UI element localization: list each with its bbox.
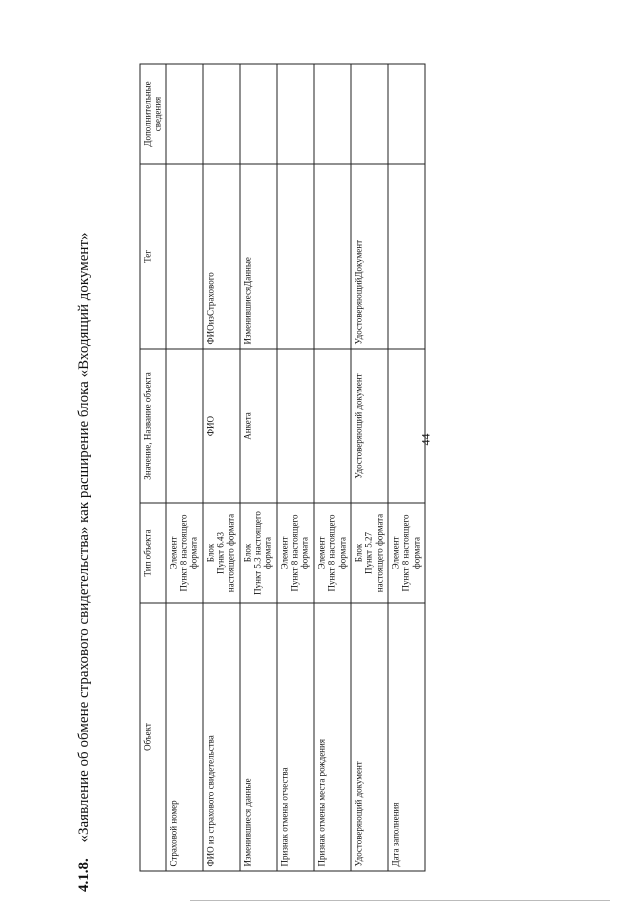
cell-value	[277, 349, 314, 503]
header-type: Тип объекта	[140, 503, 166, 603]
section-title: «Заявление об обмене страхового свидетельства» как расширение блока «Входящий документ»	[76, 232, 92, 843]
page-number: 44	[418, 433, 433, 446]
section-heading	[76, 92, 100, 892]
table-row	[314, 64, 351, 871]
cell-object: Признак отмены отчества	[277, 603, 314, 871]
cell-value	[388, 349, 425, 503]
cell-extra	[351, 64, 388, 164]
section-number: 4.1.8.	[76, 858, 92, 892]
table-header-row	[140, 64, 166, 871]
table-row	[240, 64, 277, 871]
cell-tag: ИзменившиесяДанные	[240, 164, 277, 349]
cell-type: Элемент Пункт 8 настоящего формата	[166, 503, 203, 603]
cell-type: Блок Пункт 5.3 настоящего формата	[240, 503, 277, 603]
header-tag: Тег	[140, 164, 166, 349]
bottom-rule	[190, 900, 610, 901]
table-row	[388, 64, 425, 871]
cell-type: Элемент Пункт 8 настоящего формата	[388, 503, 425, 603]
cell-type: Элемент Пункт 8 настоящего формата	[277, 503, 314, 603]
cell-type: Элемент Пункт 8 настоящего формата	[314, 503, 351, 603]
cell-object: Дата заполнения	[388, 603, 425, 871]
table-row	[203, 64, 240, 871]
cell-value: ФИО	[203, 349, 240, 503]
cell-value: Анкета	[240, 349, 277, 503]
header-object: Объект	[140, 603, 166, 871]
cell-value	[166, 349, 203, 503]
object-table	[140, 64, 426, 872]
cell-extra	[203, 64, 240, 164]
cell-value	[314, 349, 351, 503]
cell-tag	[388, 164, 425, 349]
cell-object: ФИО из страхового свидетельства	[203, 603, 240, 871]
cell-tag: УдостоверяющийДокумент	[351, 164, 388, 349]
cell-tag: ФИОизСтрахового	[203, 164, 240, 349]
cell-object: Признак отмены места рождения	[314, 603, 351, 871]
header-extra: Дополнительные сведения	[140, 64, 166, 164]
cell-extra	[166, 64, 203, 164]
cell-tag	[277, 164, 314, 349]
cell-extra	[240, 64, 277, 164]
cell-tag	[314, 164, 351, 349]
cell-object: Страховой номер	[166, 603, 203, 871]
cell-tag	[166, 164, 203, 349]
cell-extra	[277, 64, 314, 164]
table-row	[351, 64, 388, 871]
table-wrapper	[140, 65, 426, 872]
cell-extra	[388, 64, 425, 164]
cell-type: Блок Пункт 6.43 настоящего формата	[203, 503, 240, 603]
cell-object: Изменившиеся данные	[240, 603, 277, 871]
cell-extra	[314, 64, 351, 164]
table-row	[166, 64, 203, 871]
header-value: Значение, Название объекта	[140, 349, 166, 503]
cell-object: Удостоверяющий документ	[351, 603, 388, 871]
cell-type: Блок Пункт 5.27 настоящего формата	[351, 503, 388, 603]
cell-value: Удостоверяющий документ	[351, 349, 388, 503]
table-row	[277, 64, 314, 871]
